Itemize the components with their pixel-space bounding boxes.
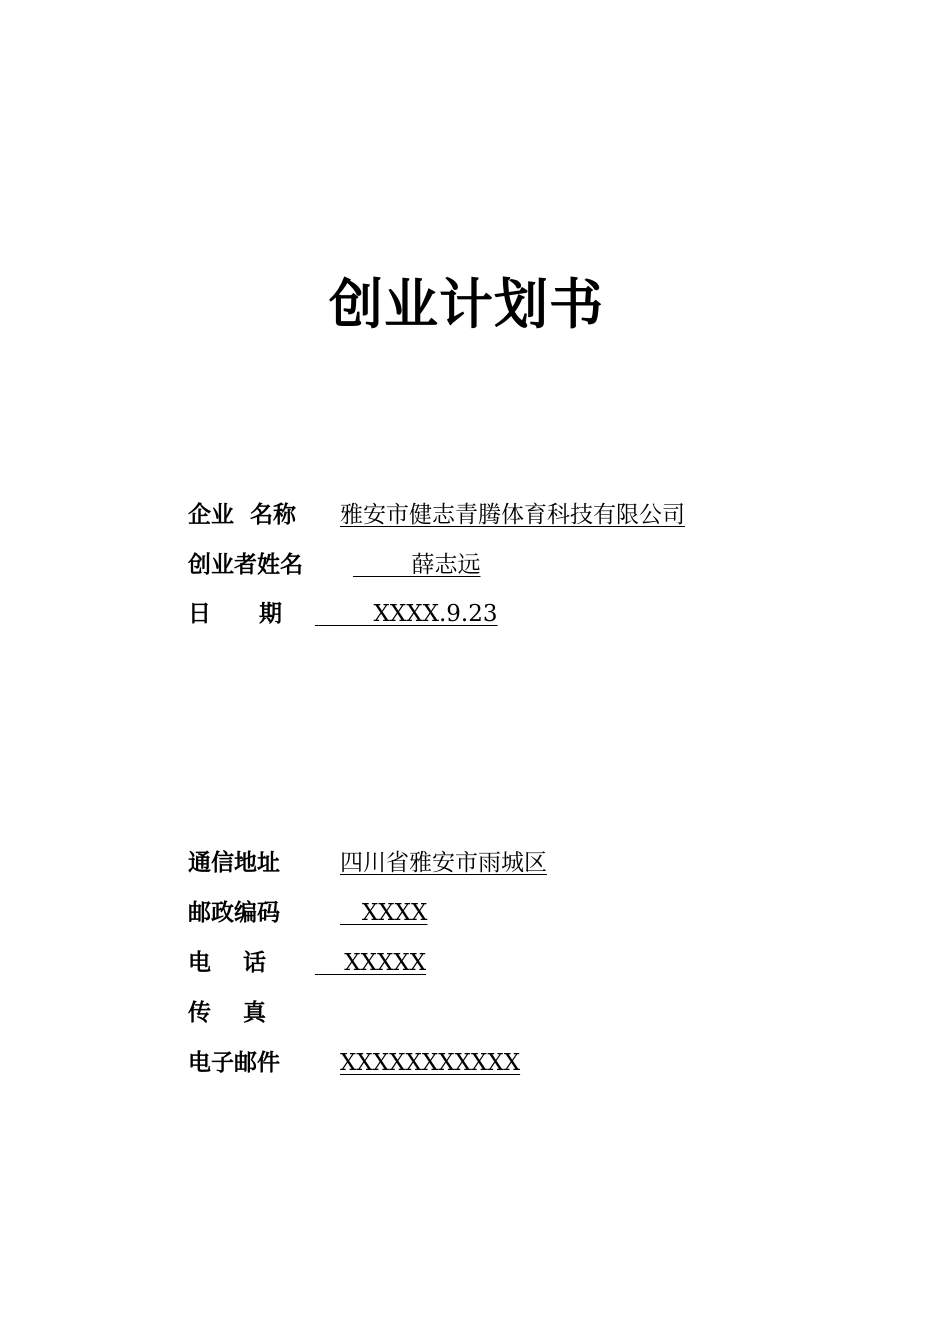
address-label: 通信地址 xyxy=(188,850,280,876)
address-value: 四川省雅安市雨城区 xyxy=(340,850,547,876)
fax-label: 传 真 xyxy=(188,1000,267,1026)
founder-name-value: 薛志远 xyxy=(353,552,481,578)
founder-name-label: 创业者姓名 xyxy=(188,552,303,578)
page-title: 创业计划书 xyxy=(329,273,604,336)
company-name-value: 雅安市健志青腾体育科技有限公司 xyxy=(340,502,685,528)
date-value: XXXX.9.23 xyxy=(315,601,498,627)
company-name-label: 企业 名称 xyxy=(188,502,297,528)
postal-code-value: XXXX xyxy=(340,900,428,926)
phone-label: 电 话 xyxy=(188,950,267,976)
postal-code-label: 邮政编码 xyxy=(188,900,280,926)
email-value: XXXXXXXXXXX xyxy=(340,1050,521,1076)
email-label: 电子邮件 xyxy=(188,1050,280,1076)
phone-value: XXXXX xyxy=(315,950,427,976)
date-label: 日 期 xyxy=(188,601,283,627)
